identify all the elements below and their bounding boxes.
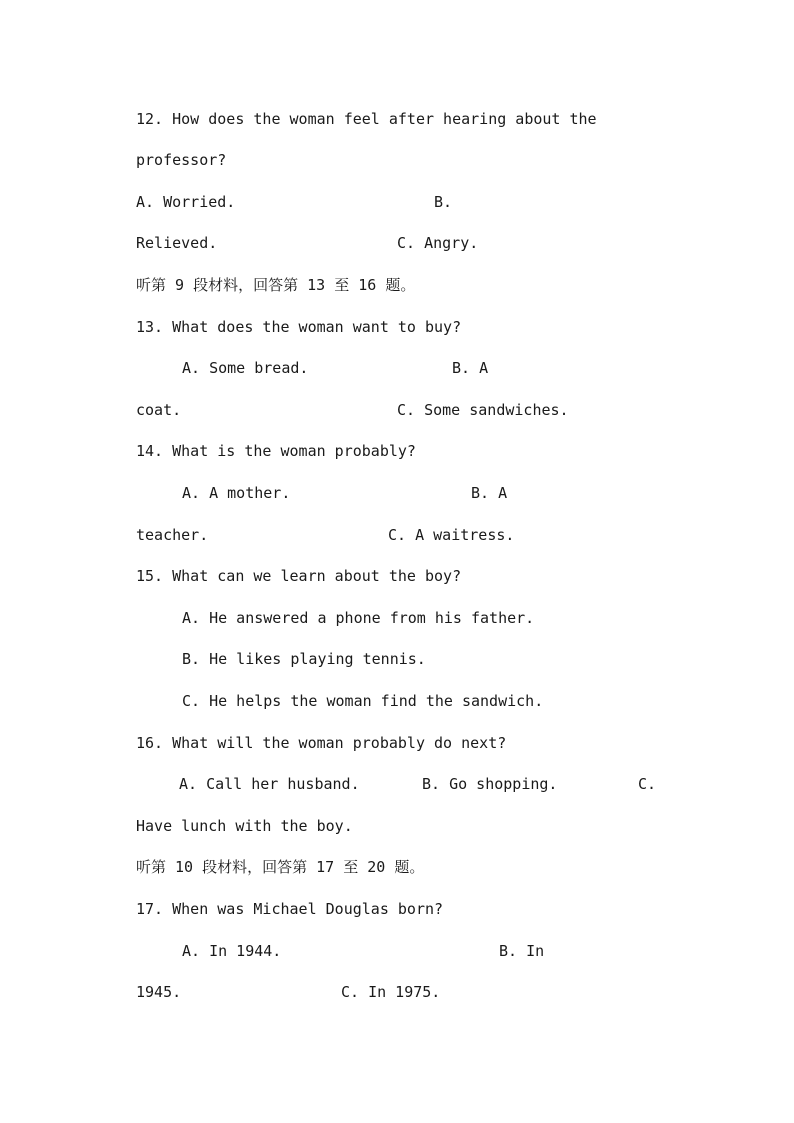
option-b-text: Relieved. xyxy=(136,234,218,252)
question-12-stem-text: 12. How does the woman feel after hearing about the xyxy=(136,110,597,128)
question-13-options-line-2 xyxy=(0,398,569,422)
option-b-start: B. A xyxy=(452,359,489,377)
question-17-options-line-1 xyxy=(0,939,545,963)
question-15-option-b xyxy=(0,647,426,671)
option-c: C. Some sandwiches. xyxy=(397,401,569,419)
question-14-stem-text: 14. What is the woman probably? xyxy=(136,442,416,460)
section-instruction-text: 听第 10 段材料，回答第 17 至 20 题。 xyxy=(136,858,425,876)
option-b-end: coat. xyxy=(136,401,182,419)
option-b-marker: B. xyxy=(434,193,453,211)
option-b: B. He likes playing tennis. xyxy=(182,650,426,668)
question-15-stem xyxy=(0,564,462,588)
option-b-start: B. A xyxy=(471,484,508,502)
question-12-stem-text: professor? xyxy=(136,151,227,169)
question-12-options-line-2 xyxy=(0,231,479,255)
question-14-options-line-2 xyxy=(0,523,515,547)
option-b-start: B. In xyxy=(499,942,545,960)
option-a: A. Call her husband. xyxy=(179,775,360,793)
section-instruction-10 xyxy=(0,855,425,879)
question-16-stem xyxy=(0,731,507,755)
option-b-end: teacher. xyxy=(136,526,209,544)
question-14-stem xyxy=(0,439,416,463)
question-17-stem xyxy=(0,897,444,921)
option-a: A. A mother. xyxy=(182,484,291,502)
question-12-stem-line-2 xyxy=(0,148,227,172)
question-14-options-line-1 xyxy=(0,481,508,505)
option-b: B. Go shopping. xyxy=(422,775,558,793)
question-16-stem-text: 16. What will the woman probably do next? xyxy=(136,734,507,752)
section-instruction-text: 听第 9 段材料，回答第 13 至 16 题。 xyxy=(136,276,416,294)
question-17-options-line-2 xyxy=(0,980,441,1004)
question-16-options-line-2 xyxy=(0,814,353,838)
option-c: C. A waitress. xyxy=(388,526,515,544)
question-17-stem-text: 17. When was Michael Douglas born? xyxy=(136,900,444,918)
question-13-stem xyxy=(0,315,462,339)
question-15-option-c xyxy=(0,689,544,713)
option-b-end: 1945. xyxy=(136,983,182,1001)
question-15-stem-text: 15. What can we learn about the boy? xyxy=(136,567,462,585)
question-13-options-line-1 xyxy=(0,356,489,380)
question-12-options-line-1 xyxy=(0,190,453,214)
option-c-marker: C. xyxy=(638,775,657,793)
question-15-option-a xyxy=(0,606,535,630)
option-c: C. Angry. xyxy=(397,234,479,252)
option-a: A. Some bread. xyxy=(182,359,309,377)
option-a: A. Worried. xyxy=(136,193,236,211)
question-12-stem-line-1 xyxy=(0,107,597,131)
option-c-text: Have lunch with the boy. xyxy=(136,817,353,835)
question-13-stem-text: 13. What does the woman want to buy? xyxy=(136,318,462,336)
option-a: A. He answered a phone from his father. xyxy=(182,609,535,627)
option-a: A. In 1944. xyxy=(182,942,282,960)
question-16-options-line-1 xyxy=(0,772,657,796)
option-c: C. He helps the woman find the sandwich. xyxy=(182,692,544,710)
section-instruction-9 xyxy=(0,273,416,297)
option-c: C. In 1975. xyxy=(341,983,441,1001)
